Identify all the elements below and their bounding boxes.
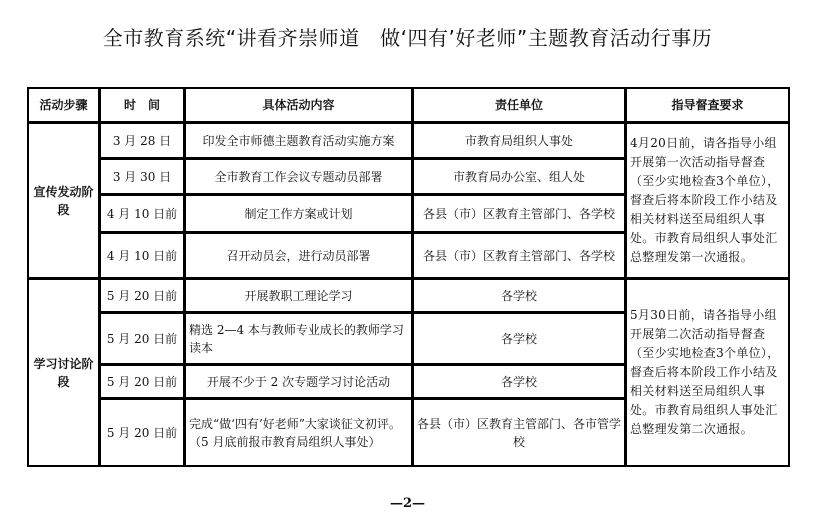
row-unit: 各学校 [413,279,626,313]
stage-requirement: 5月30日前，请各指导小组开展第二次活动指导督查（至少实地检查3个单位），督查后将本阶段工作小结及相关材料送至局组织人事处。市教育局组织人事处汇总整理发第二次通报。 [626,279,790,467]
page-number: —2— [389,496,426,511]
row-unit: 市教育局办公室、组人处 [413,159,626,195]
row-content: 制定工作方案或计划 [185,195,413,233]
row-unit: 各县（市）区教育主管部门、各学校 [413,233,626,279]
header-time: 时 间 [100,88,185,123]
table-row [28,123,790,159]
row-content: 全市教育工作会议专题动员部署 [185,159,413,195]
row-time: 3 月 28 日 [100,123,185,159]
row-time: 4 月 10 日前 [100,195,185,233]
row-unit: 各学校 [413,365,626,399]
row-content: 开展不少于 2 次专题学习讨论活动 [185,365,413,399]
row-time: 5 月 20 日前 [100,399,185,467]
row-time: 5 月 20 日前 [100,365,185,399]
stage-name: 宣传发动阶段 [28,123,100,279]
page-title: 全市教育系统“讲看齐崇师道 做‘四有’好老师”主题教育活动行事历 [102,26,713,50]
row-time: 5 月 20 日前 [100,313,185,365]
row-unit: 各学校 [413,313,626,365]
row-time: 5 月 20 日前 [100,279,185,313]
row-unit: 各县（市）区教育主管部门、各学校 [413,195,626,233]
table-header-row [28,88,790,123]
row-time: 4 月 10 日前 [100,233,185,279]
row-unit: 各县（市）区教育主管部门、各市管学校 [413,399,626,467]
activity-schedule-table [27,87,790,467]
header-stage: 活动步骤 [28,88,100,123]
row-content: 召开动员会，进行动员部署 [185,233,413,279]
row-unit: 市教育局组织人事处 [413,123,626,159]
row-content: 印发全市师德主题教育活动实施方案 [185,123,413,159]
header-requirement: 指导督查要求 [626,88,790,123]
row-content: 开展教职工理论学习 [185,279,413,313]
stage-requirement: 4月20日前，请各指导小组开展第一次活动指导督查（至少实地检查3个单位），督查后将本阶段工作小结及相关材料送至局组织人事处。市教育局组织人事处汇总整理发第一次通报。 [626,123,790,279]
header-unit: 责任单位 [413,88,626,123]
row-content: 完成“做‘四有’好老师”大家谈征文初评。（5 月底前报市教育局组织人事处） [185,399,413,467]
header-content: 具体活动内容 [185,88,413,123]
row-content: 精选 2—4 本与教师专业成长的教师学习读本 [185,313,413,365]
table-row [28,279,790,313]
stage-name: 学习讨论阶段 [28,279,100,467]
row-time: 3 月 30 日 [100,159,185,195]
